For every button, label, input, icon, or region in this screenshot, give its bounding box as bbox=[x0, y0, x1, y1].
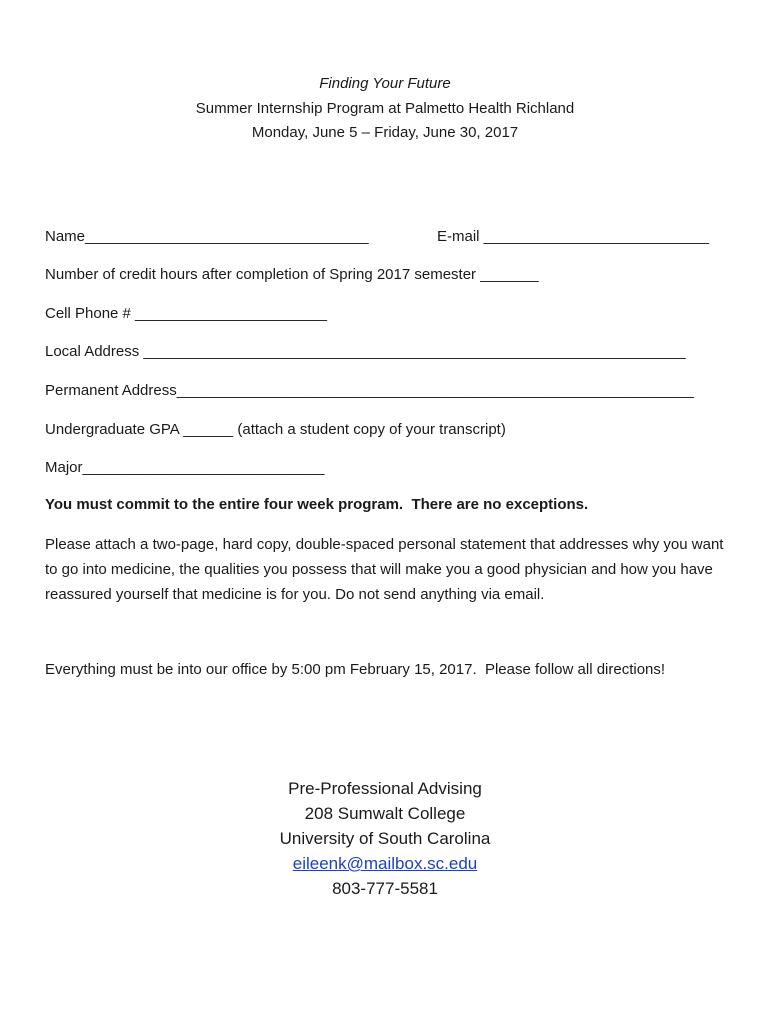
program-name: Summer Internship Program at Palmetto Health Richland bbox=[195, 99, 575, 117]
deadline-notice: Everything must be into our office by 5:00 pm February 15, 2017. Please follow all directions! bbox=[45, 661, 666, 678]
document-header bbox=[0, 72, 770, 146]
contact-block bbox=[0, 776, 770, 901]
local-address-field[interactable]: Local Address _________________________________________________________________ bbox=[45, 343, 686, 360]
university-name: University of South Carolina bbox=[279, 829, 491, 848]
gpa-field[interactable]: Undergraduate GPA ______ (attach a student copy of your transcript) bbox=[45, 421, 506, 438]
major-field[interactable]: Major_____________________________ bbox=[45, 459, 325, 476]
phone-number: 803-777-5581 bbox=[332, 879, 438, 898]
program-dates: Monday, June 5 – Friday, June 30, 2017 bbox=[251, 124, 519, 141]
email-field[interactable]: E-mail ___________________________ bbox=[437, 228, 709, 245]
commitment-notice: You must commit to the entire four week program. There are no exceptions. bbox=[45, 496, 589, 513]
name-field[interactable]: Name__________________________________ bbox=[45, 228, 369, 245]
email-link[interactable]: eileenk@mailbox.sc.edu bbox=[292, 854, 478, 873]
cell-phone-field[interactable]: Cell Phone # _______________________ bbox=[45, 305, 327, 322]
credit-hours-field[interactable]: Number of credit hours after completion of Spring 2017 semester _______ bbox=[45, 266, 539, 283]
document-title: Finding Your Future bbox=[319, 75, 451, 92]
office-building: 208 Sumwalt College bbox=[304, 804, 466, 823]
office-name: Pre-Professional Advising bbox=[288, 779, 482, 798]
permanent-address-field[interactable]: Permanent Address______________________________________________________________ bbox=[45, 382, 694, 399]
statement-instructions: Please attach a two-page, hard copy, double-spaced personal statement that addresses why you want to go into medicine, the qualities you possess that will make you a good physician and how you have reassured yourself that medicine is for you. Do not send anything via email. bbox=[45, 536, 724, 603]
